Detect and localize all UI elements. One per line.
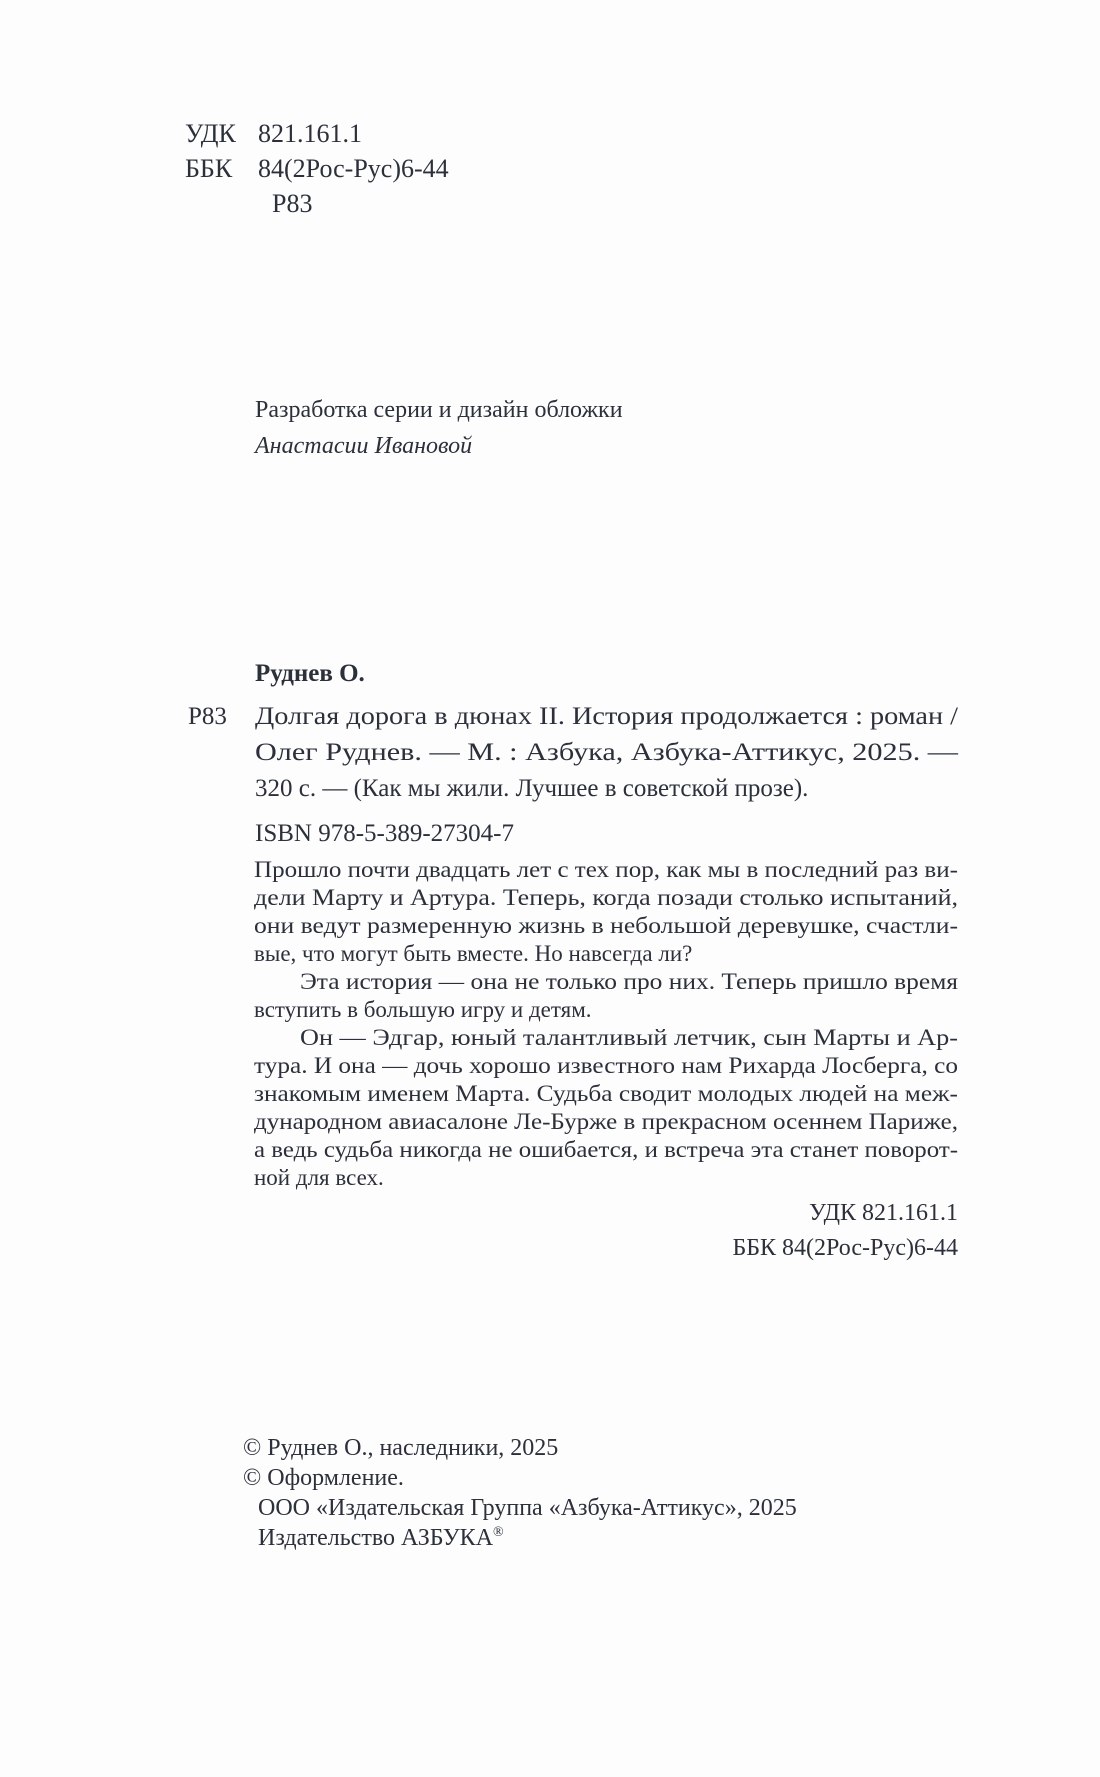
- annotation-line: тура. И она — дочь хорошо известного нам Рихарда Лосберга, со: [254, 1053, 958, 1078]
- annotation-line: знакомым именем Марта. Судьба сводит молодых людей на меж-: [254, 1081, 958, 1106]
- annotation-line: вые, что могут быть вместе. Но навсегда ли?: [254, 941, 693, 966]
- copyright-publisher-line: Издательство АЗБУКА®: [258, 1525, 504, 1551]
- classification-codes-top: [185, 116, 449, 221]
- annotation-line: вступить в большую игру и детям.: [254, 997, 592, 1022]
- annotation-line: Эта история — она не только про них. Теперь пришло время: [300, 969, 958, 994]
- isbn-line: ISBN 978-5-389-27304-7: [255, 820, 515, 847]
- copyright-author-line: © Руднев О., наследники, 2025: [243, 1435, 559, 1461]
- annotation-line: Прошло почти двадцать лет с тех пор, как мы в последний раз ви-: [254, 857, 958, 882]
- annotation-paragraph: [254, 856, 958, 968]
- annotation-paragraph: [254, 968, 958, 1024]
- bbk-label: ББК: [185, 154, 233, 183]
- bbk-row: [185, 151, 449, 186]
- udc-row: [185, 116, 449, 151]
- annotation: [254, 856, 958, 1192]
- bbk-bottom: ББК 84(2Рос-Рус)6-44: [732, 1235, 958, 1261]
- annotation-line: а ведь судьба никогда не ошибается, и встреча эта станет поворот-: [254, 1137, 958, 1162]
- annotation-line: дели Марту и Артура. Теперь, когда позади столько испытаний,: [254, 885, 958, 910]
- udc-bottom: УДК 821.161.1: [809, 1200, 958, 1226]
- udc-label: УДК: [185, 119, 236, 148]
- copyright-block: [243, 1433, 797, 1553]
- udc-value: 821.161.1: [258, 119, 362, 148]
- bibliographic-description: [255, 699, 958, 807]
- biblio-line: Долгая дорога в дюнах II. История продолжается : роман /: [255, 703, 958, 730]
- series-credit: [255, 392, 623, 464]
- biblio-line: 320 с. — (Как мы жили. Лучшее в советской прозе).: [255, 775, 809, 802]
- annotation-line: дународном авиасалоне Ле-Бурже в прекрасном осеннем Париже,: [254, 1109, 958, 1134]
- annotation-line: ной для всех.: [254, 1165, 384, 1190]
- annotation-line: они ведут размеренную жизнь в небольшой деревушке, счастли-: [254, 913, 958, 938]
- bbk-value: 84(2Рос-Рус)6-44: [258, 154, 449, 183]
- author-heading: Руднев О.: [255, 660, 365, 687]
- annotation-line: Он — Эдгар, юный талантливый летчик, сын Марты и Ар-: [300, 1025, 958, 1050]
- copyright-publisher-group-line: ООО «Издательская Группа «Азбука-Аттикус», 2025: [258, 1495, 797, 1521]
- registered-trademark-symbol: ®: [493, 1525, 504, 1540]
- series-credit-line: Разработка серии и дизайн обложки: [255, 397, 623, 423]
- author-sign: Р83: [272, 189, 313, 218]
- cover-designer-name: Анастасии Ивановой: [255, 433, 473, 459]
- annotation-paragraph: [254, 1024, 958, 1192]
- author-sign-row: [185, 186, 449, 221]
- classification-codes-bottom: [255, 1196, 958, 1266]
- biblio-line: Олег Руднев. — М. : Азбука, Азбука-Аттикус, 2025. —: [255, 739, 958, 766]
- copyright-design-line: © Оформление.: [243, 1465, 404, 1491]
- catalog-entry-code: Р83: [188, 703, 227, 730]
